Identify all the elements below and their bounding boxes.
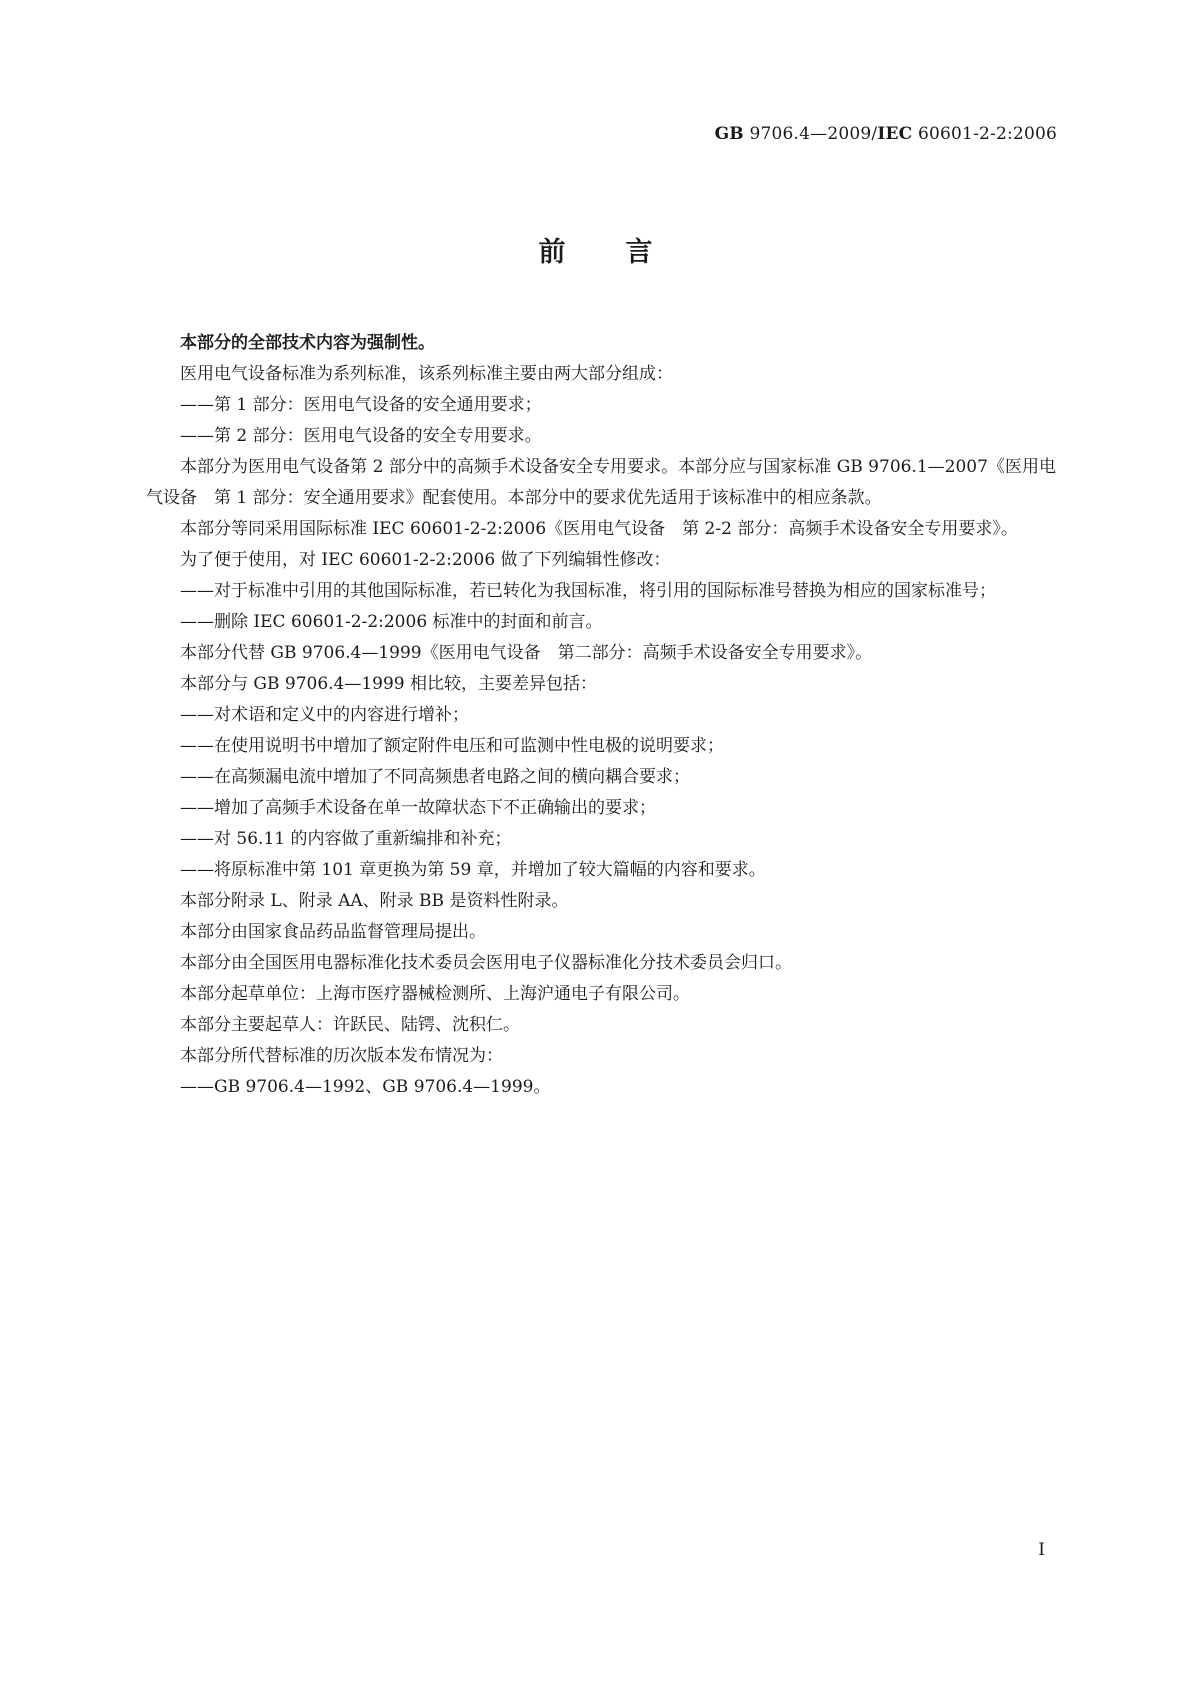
dash-list-item: ——增加了高频手术设备在单一故障状态下不正确输出的要求；	[180, 798, 656, 818]
standard-number: 9706.4—2009/	[743, 124, 878, 144]
dash-list-item: ——第 2 部分：医用电气设备的安全专用要求。	[180, 426, 542, 446]
dash-list-item: ——对于标准中引用的其他国际标准，若已转化为我国标准，将引用的国际标准号替换为相应的国家标准号；	[180, 581, 996, 601]
page-title: 前言	[538, 237, 713, 268]
dash-list-item: ——对 56.11 的内容做了重新编排和补充；	[180, 829, 512, 849]
dash-list-item: ——在使用说明书中增加了额定附件电压和可监测中性电极的说明要求；	[180, 736, 724, 756]
mandatory-statement: 本部分的全部技术内容为强制性。	[180, 333, 435, 353]
paragraph: 医用电气设备标准为系列标准，该系列标准主要由两大部分组成：	[180, 364, 673, 384]
paragraph: 本部分附录 L、附录 AA、附录 BB 是资料性附录。	[180, 891, 569, 911]
standard-prefix: GB	[714, 124, 744, 144]
paragraph: 本部分代替 GB 9706.4—1999《医用电气设备 第二部分：高频手术设备安全专用要求》。	[180, 643, 873, 663]
dash-list-item: ——对术语和定义中的内容进行增补；	[180, 705, 469, 725]
paragraph: 本部分起草单位：上海市医疗器械检测所、上海沪通电子有限公司。	[180, 984, 690, 1004]
dash-list-item: ——将原标准中第 101 章更换为第 59 章，并增加了较大篇幅的内容和要求。	[180, 860, 766, 880]
paragraph: 为了便于使用，对 IEC 60601-2-2:2006 做了下列编辑性修改：	[180, 550, 671, 570]
dash-list-item: ——第 1 部分：医用电气设备的安全通用要求；	[180, 395, 542, 415]
paragraph: 本部分由全国医用电器标准化技术委员会医用电子仪器标准化分技术委员会归口。	[180, 953, 792, 973]
paragraph: 本部分为医用电气设备第 2 部分中的高频手术设备安全专用要求。本部分应与国家标准 GB 9706.1—2007《医用电气设备 第 1 部分：安全通用要求》配套使用。本部分中的要求优先适用于该标准中的相应条款。	[146, 457, 1056, 508]
foreword-body	[146, 328, 1056, 1103]
paragraph: 本部分主要起草人：许跃民、陆锷、沈积仁。	[180, 1015, 520, 1035]
paragraph: 本部分由国家食品药品监督管理局提出。	[180, 922, 486, 942]
iec-prefix: IEC	[877, 124, 913, 144]
iec-number: 60601-2-2:2006	[912, 124, 1057, 144]
page-number: I	[1038, 1540, 1045, 1560]
paragraph: 本部分与 GB 9706.4—1999 相比较，主要差异包括：	[180, 674, 598, 694]
dash-list-item: ——删除 IEC 60601-2-2:2006 标准中的封面和前言。	[180, 612, 603, 632]
paragraph: 本部分所代替标准的历次版本发布情况为：	[180, 1046, 503, 1066]
dash-list-item: ——在高频漏电流中增加了不同高频患者电路之间的横向耦合要求；	[180, 767, 690, 787]
paragraph: 本部分等同采用国际标准 IEC 60601-2-2:2006《医用电气设备 第 2-2 部分：高频手术设备安全专用要求》。	[180, 519, 1018, 539]
standard-number-header	[715, 124, 1057, 144]
dash-list-item: ——GB 9706.4—1992、GB 9706.4—1999。	[180, 1077, 551, 1097]
